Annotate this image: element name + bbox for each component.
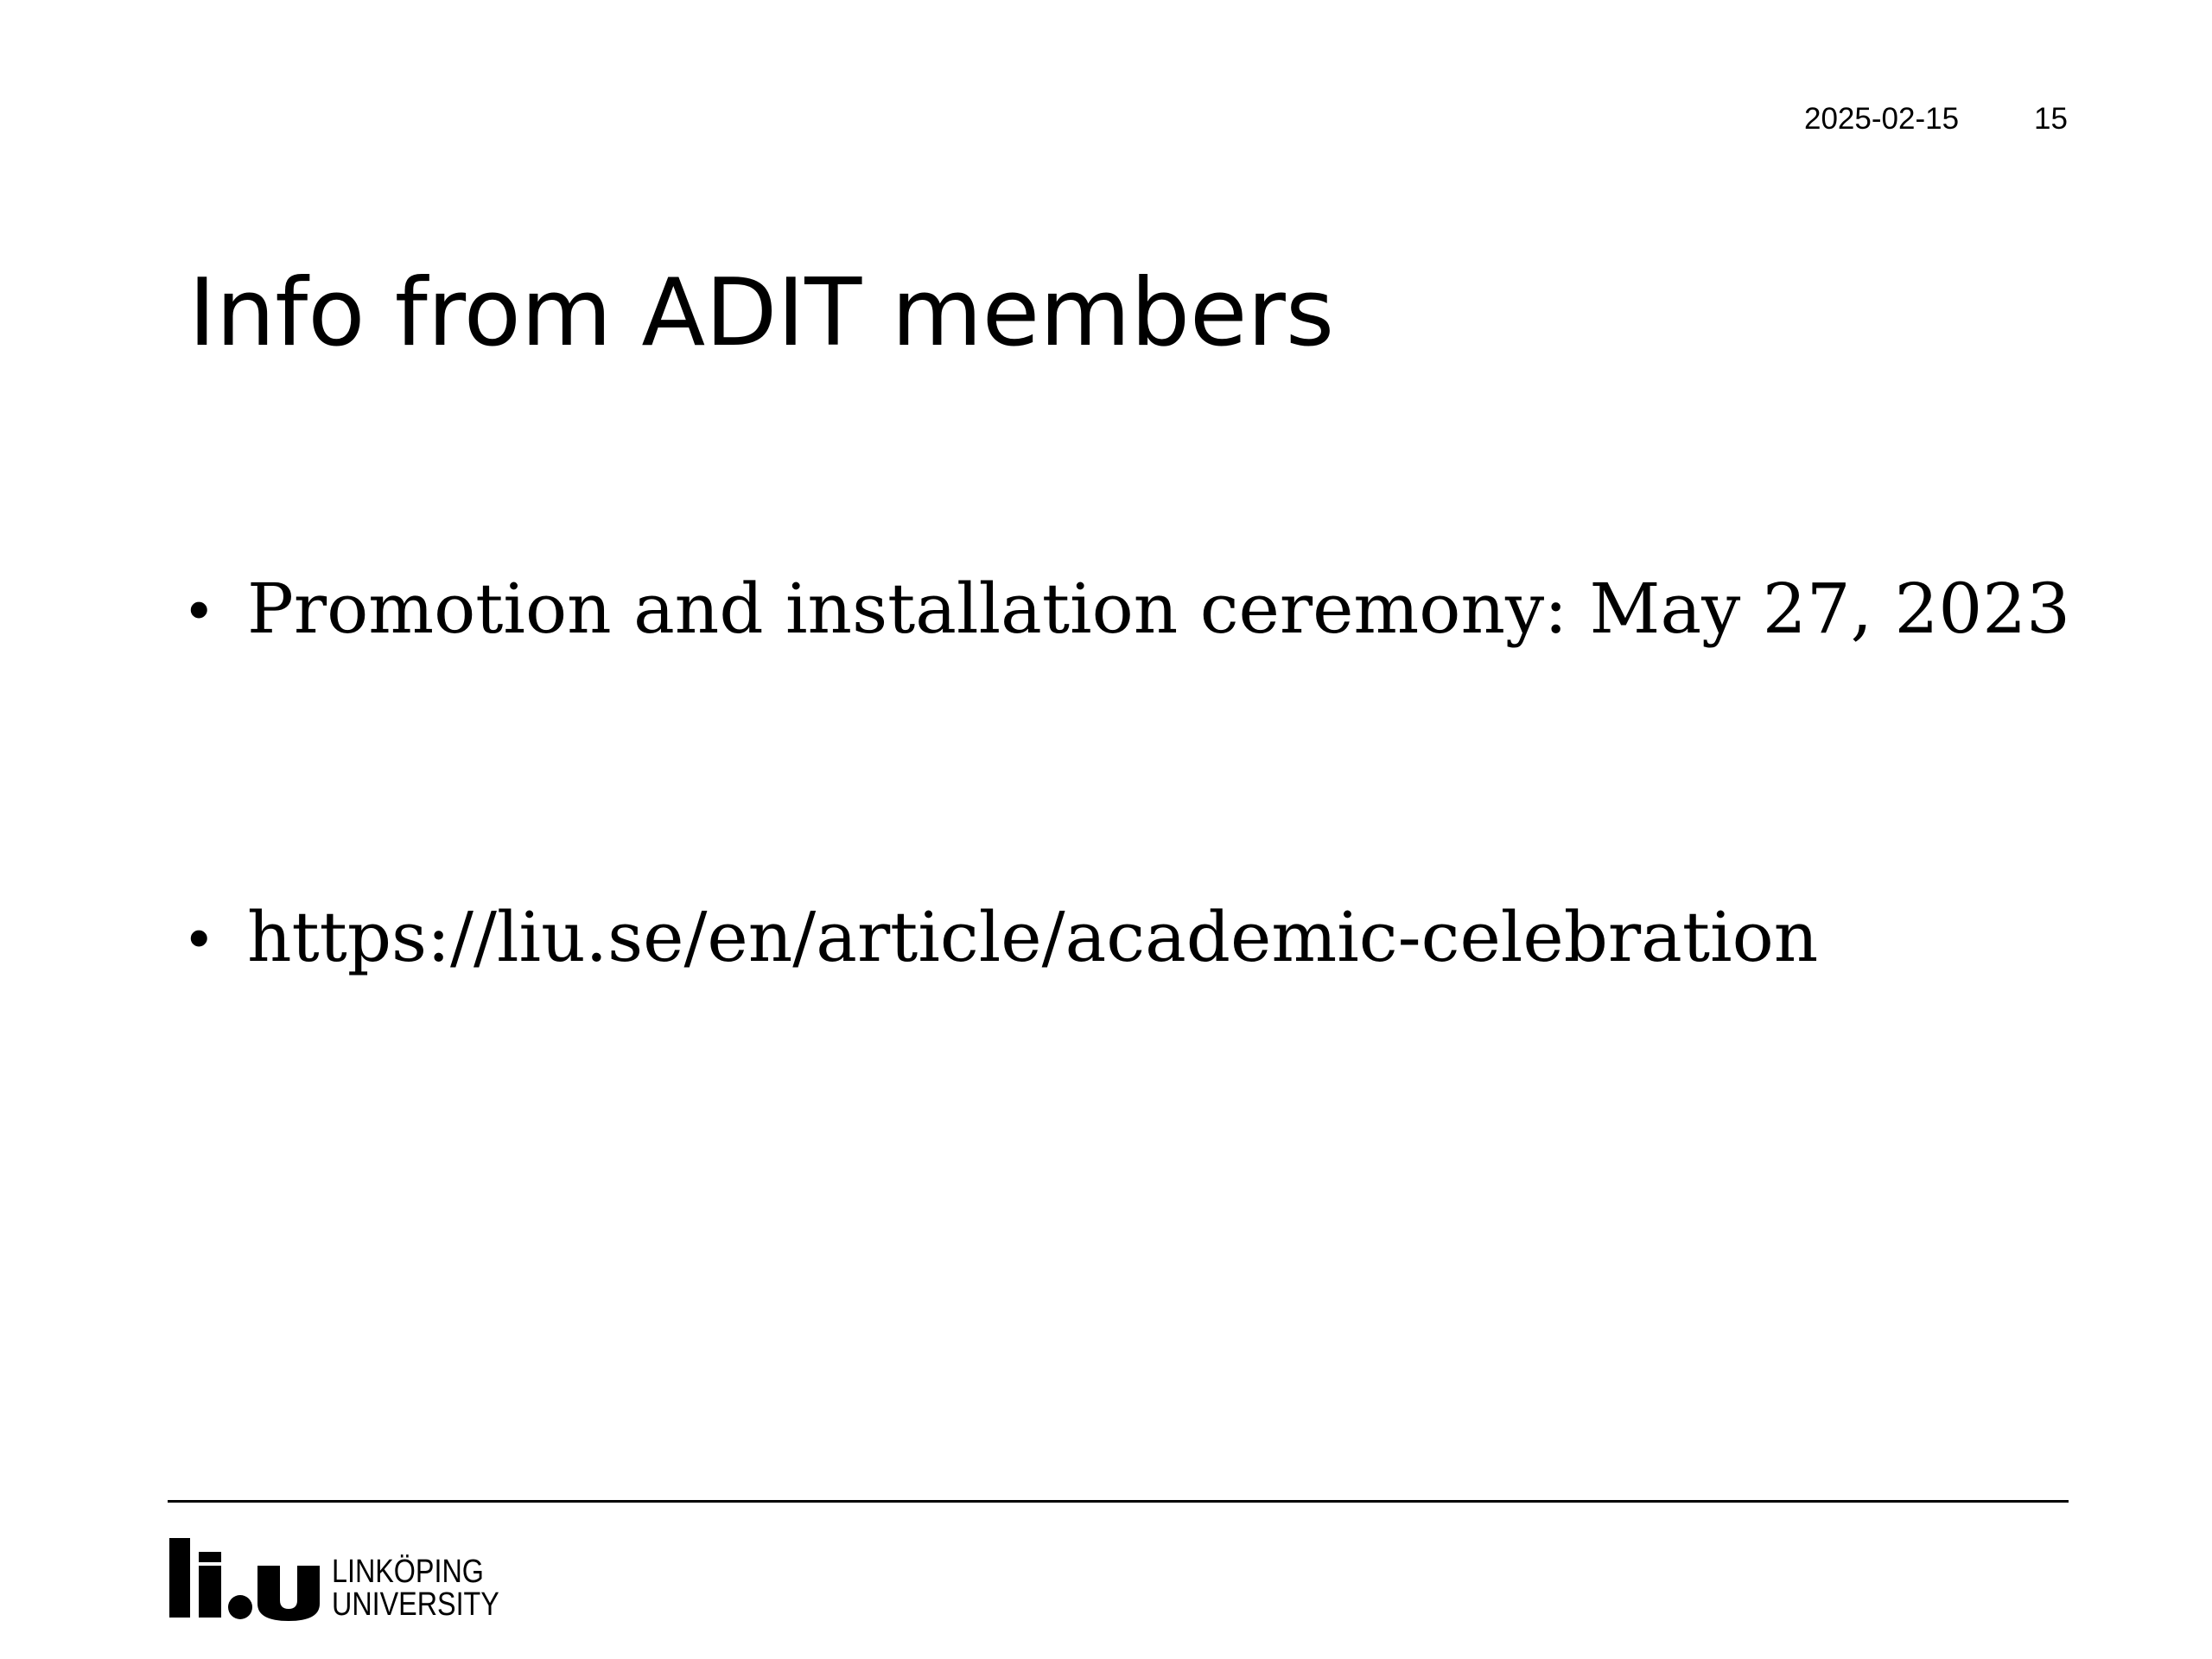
bullet-item xyxy=(188,553,2070,665)
liu-logo-text: LINKÖPING UNIVERSITY xyxy=(332,1554,499,1623)
liu-logo xyxy=(168,1531,531,1626)
slide-title: Info from ADIT members xyxy=(188,259,1335,367)
bullet-text: Promotion and installation ceremony: May 27, 2023 xyxy=(247,569,2071,649)
bullet-item xyxy=(188,881,2070,994)
bullet-dot-icon: • xyxy=(188,904,210,971)
slide-date: 2025-02-15 xyxy=(1804,102,1960,136)
liu-logo-mark-icon xyxy=(168,1531,323,1626)
footer-divider xyxy=(168,1500,2069,1503)
slide-page-number: 15 xyxy=(2034,102,2068,136)
bullet-link-text[interactable]: https://liu.se/en/article/academic-celebration xyxy=(247,897,1819,977)
bullet-list xyxy=(188,553,2070,994)
bullet-dot-icon: • xyxy=(188,575,210,643)
